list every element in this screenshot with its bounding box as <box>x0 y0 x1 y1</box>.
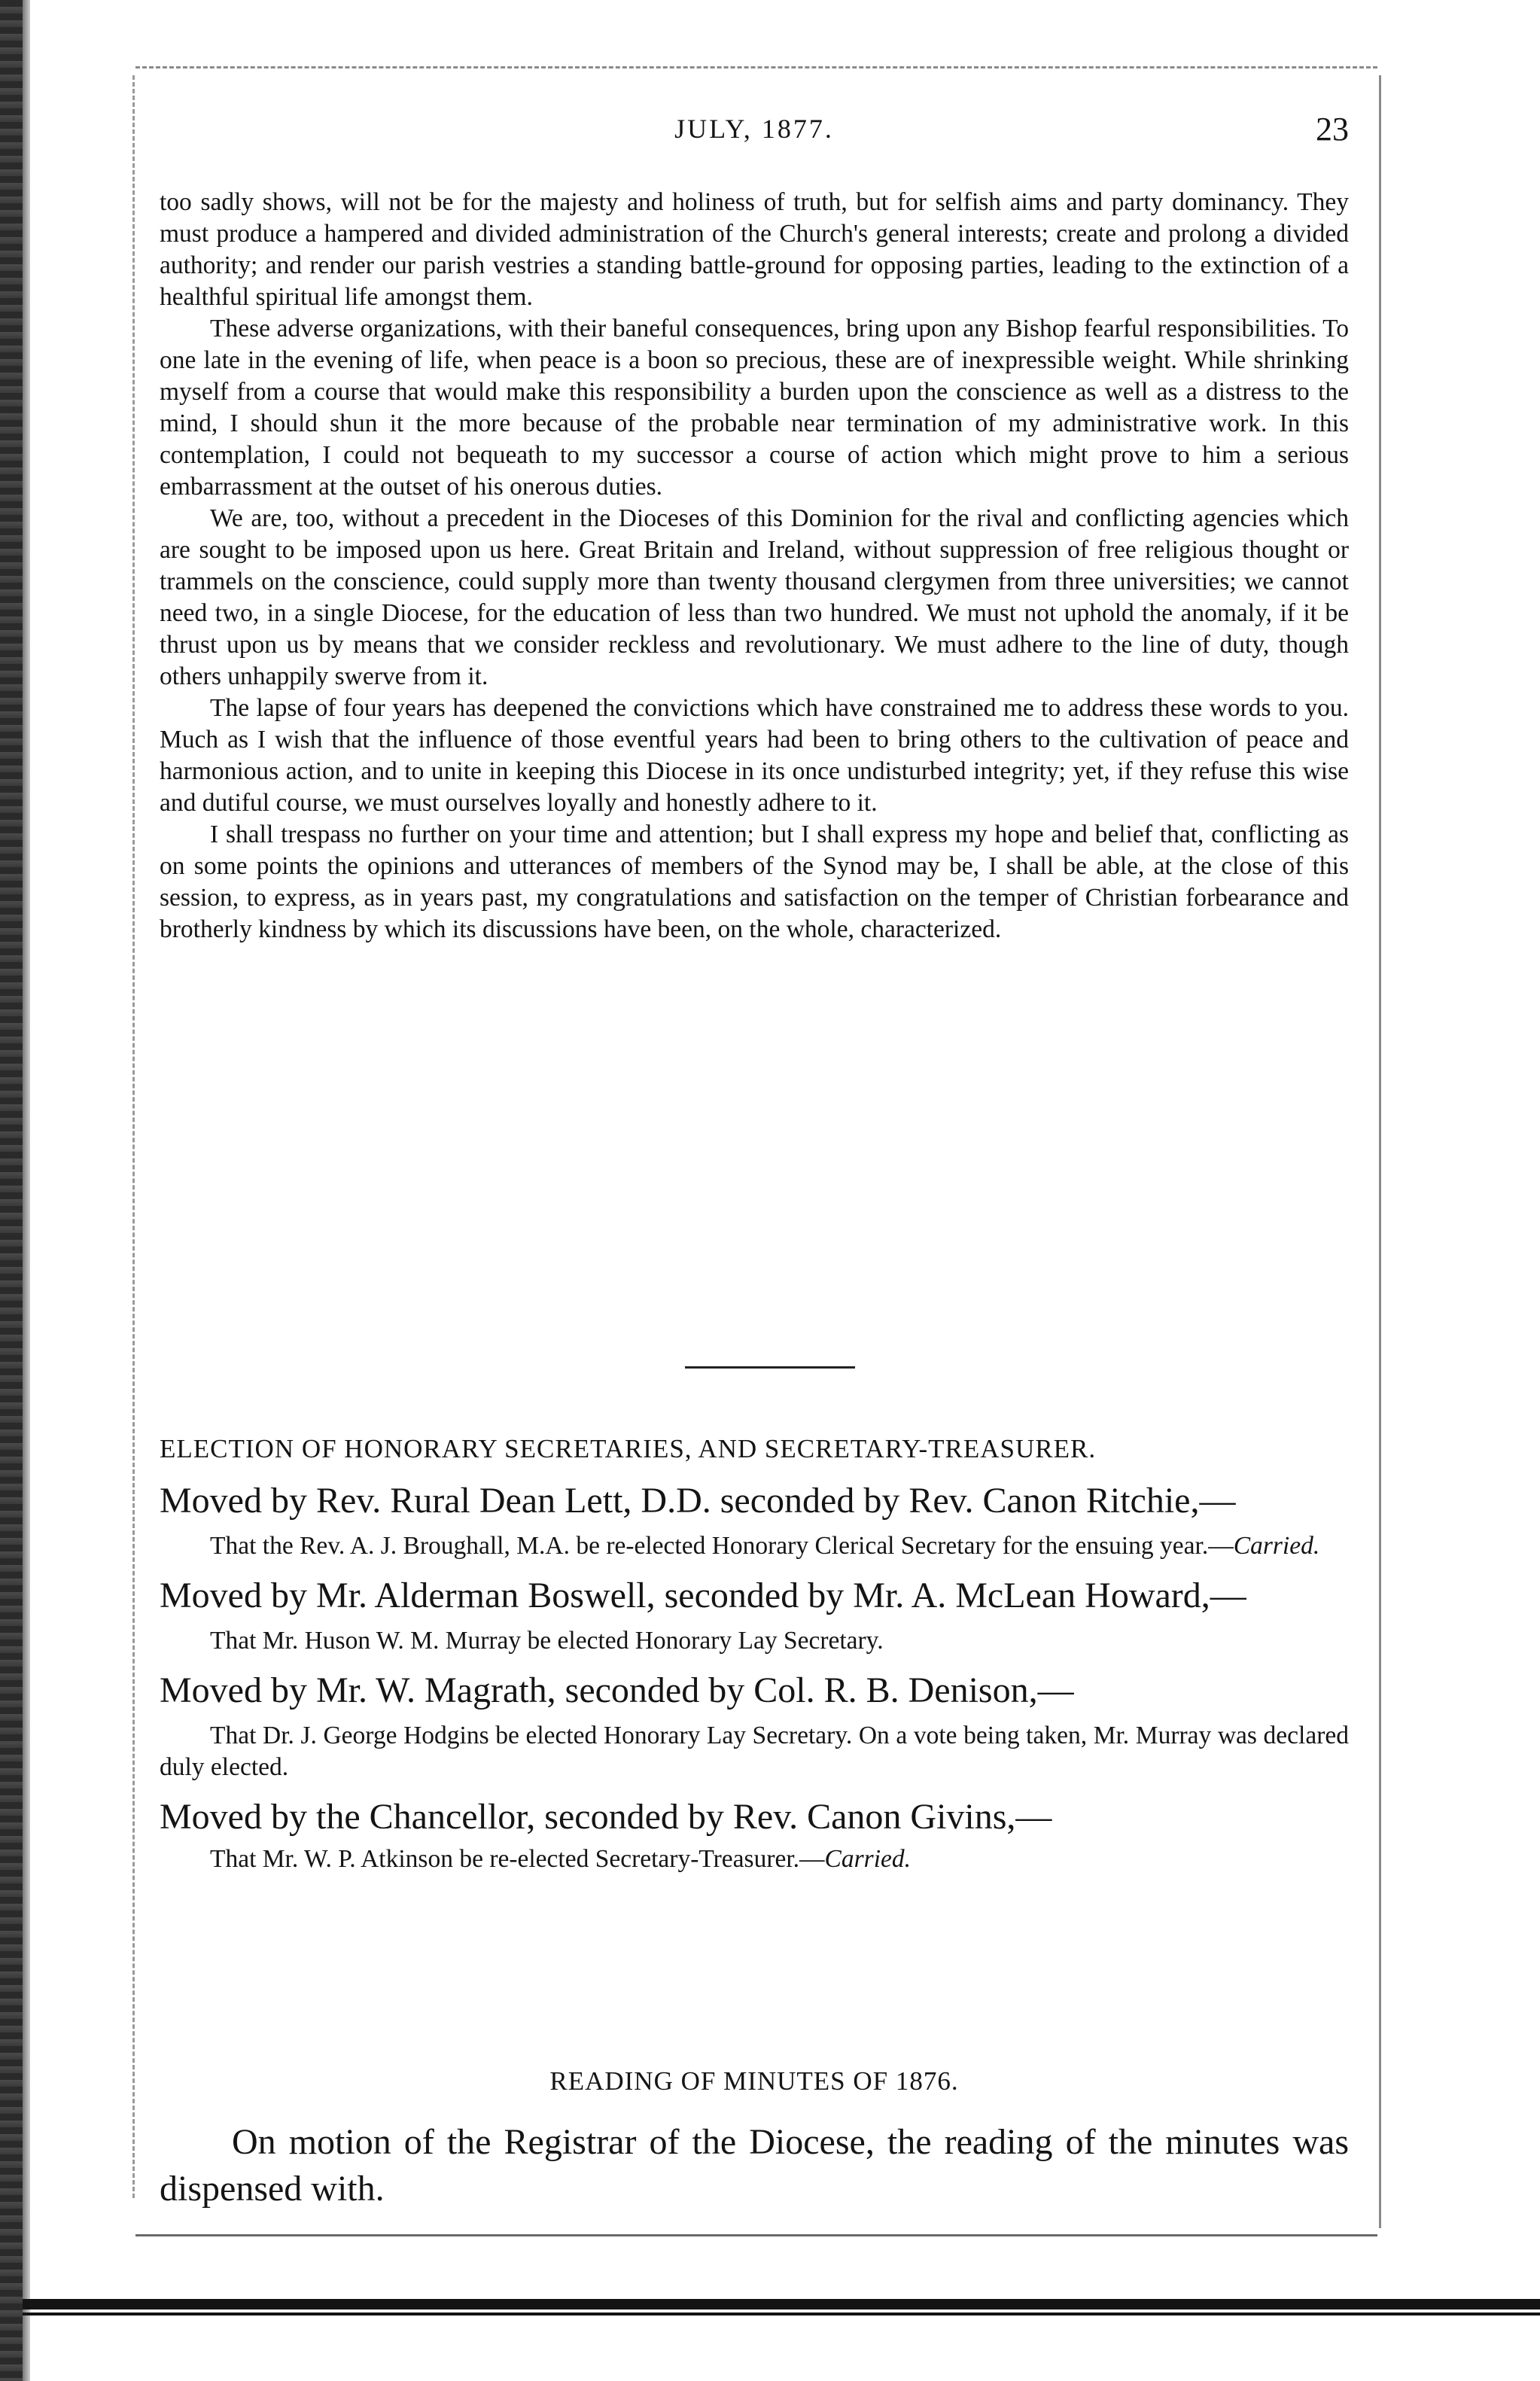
minutes-heading: READING OF MINUTES OF 1876. <box>549 2066 959 2096</box>
resolution-outcome: Carried. <box>824 1845 912 1873</box>
minutes-text: On motion of the Registrar of the Diocese, the reading of the minutes was dispensed with. <box>160 2122 1349 2209</box>
motion-mover: Moved by Mr. W. Magrath, seconded by Col. R. B. Denison,— <box>160 1670 1074 1710</box>
page-frame-left <box>132 75 135 2198</box>
motion-resolution <box>160 1625 1349 1657</box>
motion-resolution <box>160 1844 1349 1875</box>
motion-resolution <box>160 1530 1349 1562</box>
election-section <box>160 1434 1349 1875</box>
motion-block <box>160 1478 1349 1562</box>
paragraph: I shall trespass no further on your time and attention; but I shall express my hope and belief that, conflicting as on some points the opinions and utterances of members of the Synod may be, I shall be able, at the close of this session, to express, as in years past, my congratulations and satisfaction on the temper of Christian forbearance and brotherly kindness by which its discussions have been, on the whole, characterized. <box>160 821 1349 943</box>
scan-binding-shadow <box>23 0 30 2381</box>
section-divider <box>685 1366 855 1369</box>
motion-mover: Moved by Rev. Rural Dean Lett, D.D. seconded by Rev. Canon Ritchie,— <box>160 1481 1236 1521</box>
paragraph: too sadly shows, will not be for the majesty and holiness of truth, but for selfish aims and party dominancy. They must produce a hampered and divided administration of the Church's general interests; create and prolong a divided authority; and render our parish vestries a standing battle-ground for opposing parties, leading to the extinction of a healthful spiritual life amongst them. <box>160 188 1349 311</box>
page-frame-top <box>135 66 1377 69</box>
resolution-text: That Dr. J. George Hodgins be elected Honorary Lay Secretary. On a vote being taken, Mr. Murray was declared duly elected. <box>160 1722 1349 1781</box>
address-body <box>160 187 1349 945</box>
scan-bottom-rule-thin <box>23 2312 1540 2316</box>
minutes-section <box>160 2066 1349 2212</box>
page-frame-bottom <box>135 2234 1377 2236</box>
scan-bottom-rule <box>23 2299 1540 2309</box>
page-header <box>160 113 1349 158</box>
resolution-text: That Mr. Huson W. M. Murray be elected Honorary Lay Secretary. <box>210 1627 884 1655</box>
resolution-text: That Mr. W. P. Atkinson be re-elected Secretary-Treasurer.— <box>210 1845 825 1873</box>
motion-block <box>160 1573 1349 1657</box>
election-heading: ELECTION OF HONORARY SECRETARIES, AND SECRETARY-TREASURER. <box>160 1434 1097 1463</box>
page-number: 23 <box>1316 111 1349 148</box>
motion-resolution <box>160 1720 1349 1783</box>
paragraph: The lapse of four years has deepened the convictions which have constrained me to address these words to you. Much as I wish that the influence of those eventful years had been to bring others to the cultivation of peace and harmonious action, and to unite in keeping this Diocese in its once undisturbed integrity; yet, if they refuse this wise and dutiful course, we must ourselves loyally and honestly adhere to it. <box>160 694 1349 817</box>
motion-mover: Moved by Mr. Alderman Boswell, seconded by Mr. A. McLean Howard,— <box>160 1576 1246 1615</box>
paragraph: We are, too, without a precedent in the Dioceses of this Dominion for the rival and conflicting agencies which are sought to be imposed upon us here. Great Britain and Ireland, without suppression of free religious thought or trammels on the conscience, could supply more than twenty thousand clergymen from three universities; we cannot need two, in a single Diocese, for the education of less than two hundred. We must not uphold the anomaly, if it be thrust upon us by means that we consider reckless and revolutionary. We must adhere to the line of duty, though others unhappily swerve from it. <box>160 504 1349 690</box>
scan-binding-edge <box>0 0 23 2381</box>
motion-block <box>160 1794 1349 1875</box>
motion-block <box>160 1667 1349 1783</box>
motion-mover: Moved by the Chancellor, seconded by Rev. Canon Givins,— <box>160 1797 1052 1837</box>
running-head: JULY, 1877. <box>674 114 834 144</box>
paragraph: These adverse organizations, with their baneful consequences, bring upon any Bishop fearful responsibilities. To one late in the evening of life, when peace is a boon so precious, these are of inexpressible weight. While shrinking myself from a course that would make this responsibility a burden upon the conscience as well as a distress to the mind, I should shun it the more because of the probable near termination of my administrative work. In this contemplation, I could not bequeath to my successor a course of action which might prove to him a serious embarrassment at the outset of his onerous duties. <box>160 315 1349 501</box>
resolution-text: That the Rev. A. J. Broughall, M.A. be re-elected Honorary Clerical Secretary for the ensuing year.— <box>210 1532 1234 1560</box>
resolution-outcome: Carried. <box>1233 1532 1320 1560</box>
page-frame-right <box>1379 75 1381 2228</box>
